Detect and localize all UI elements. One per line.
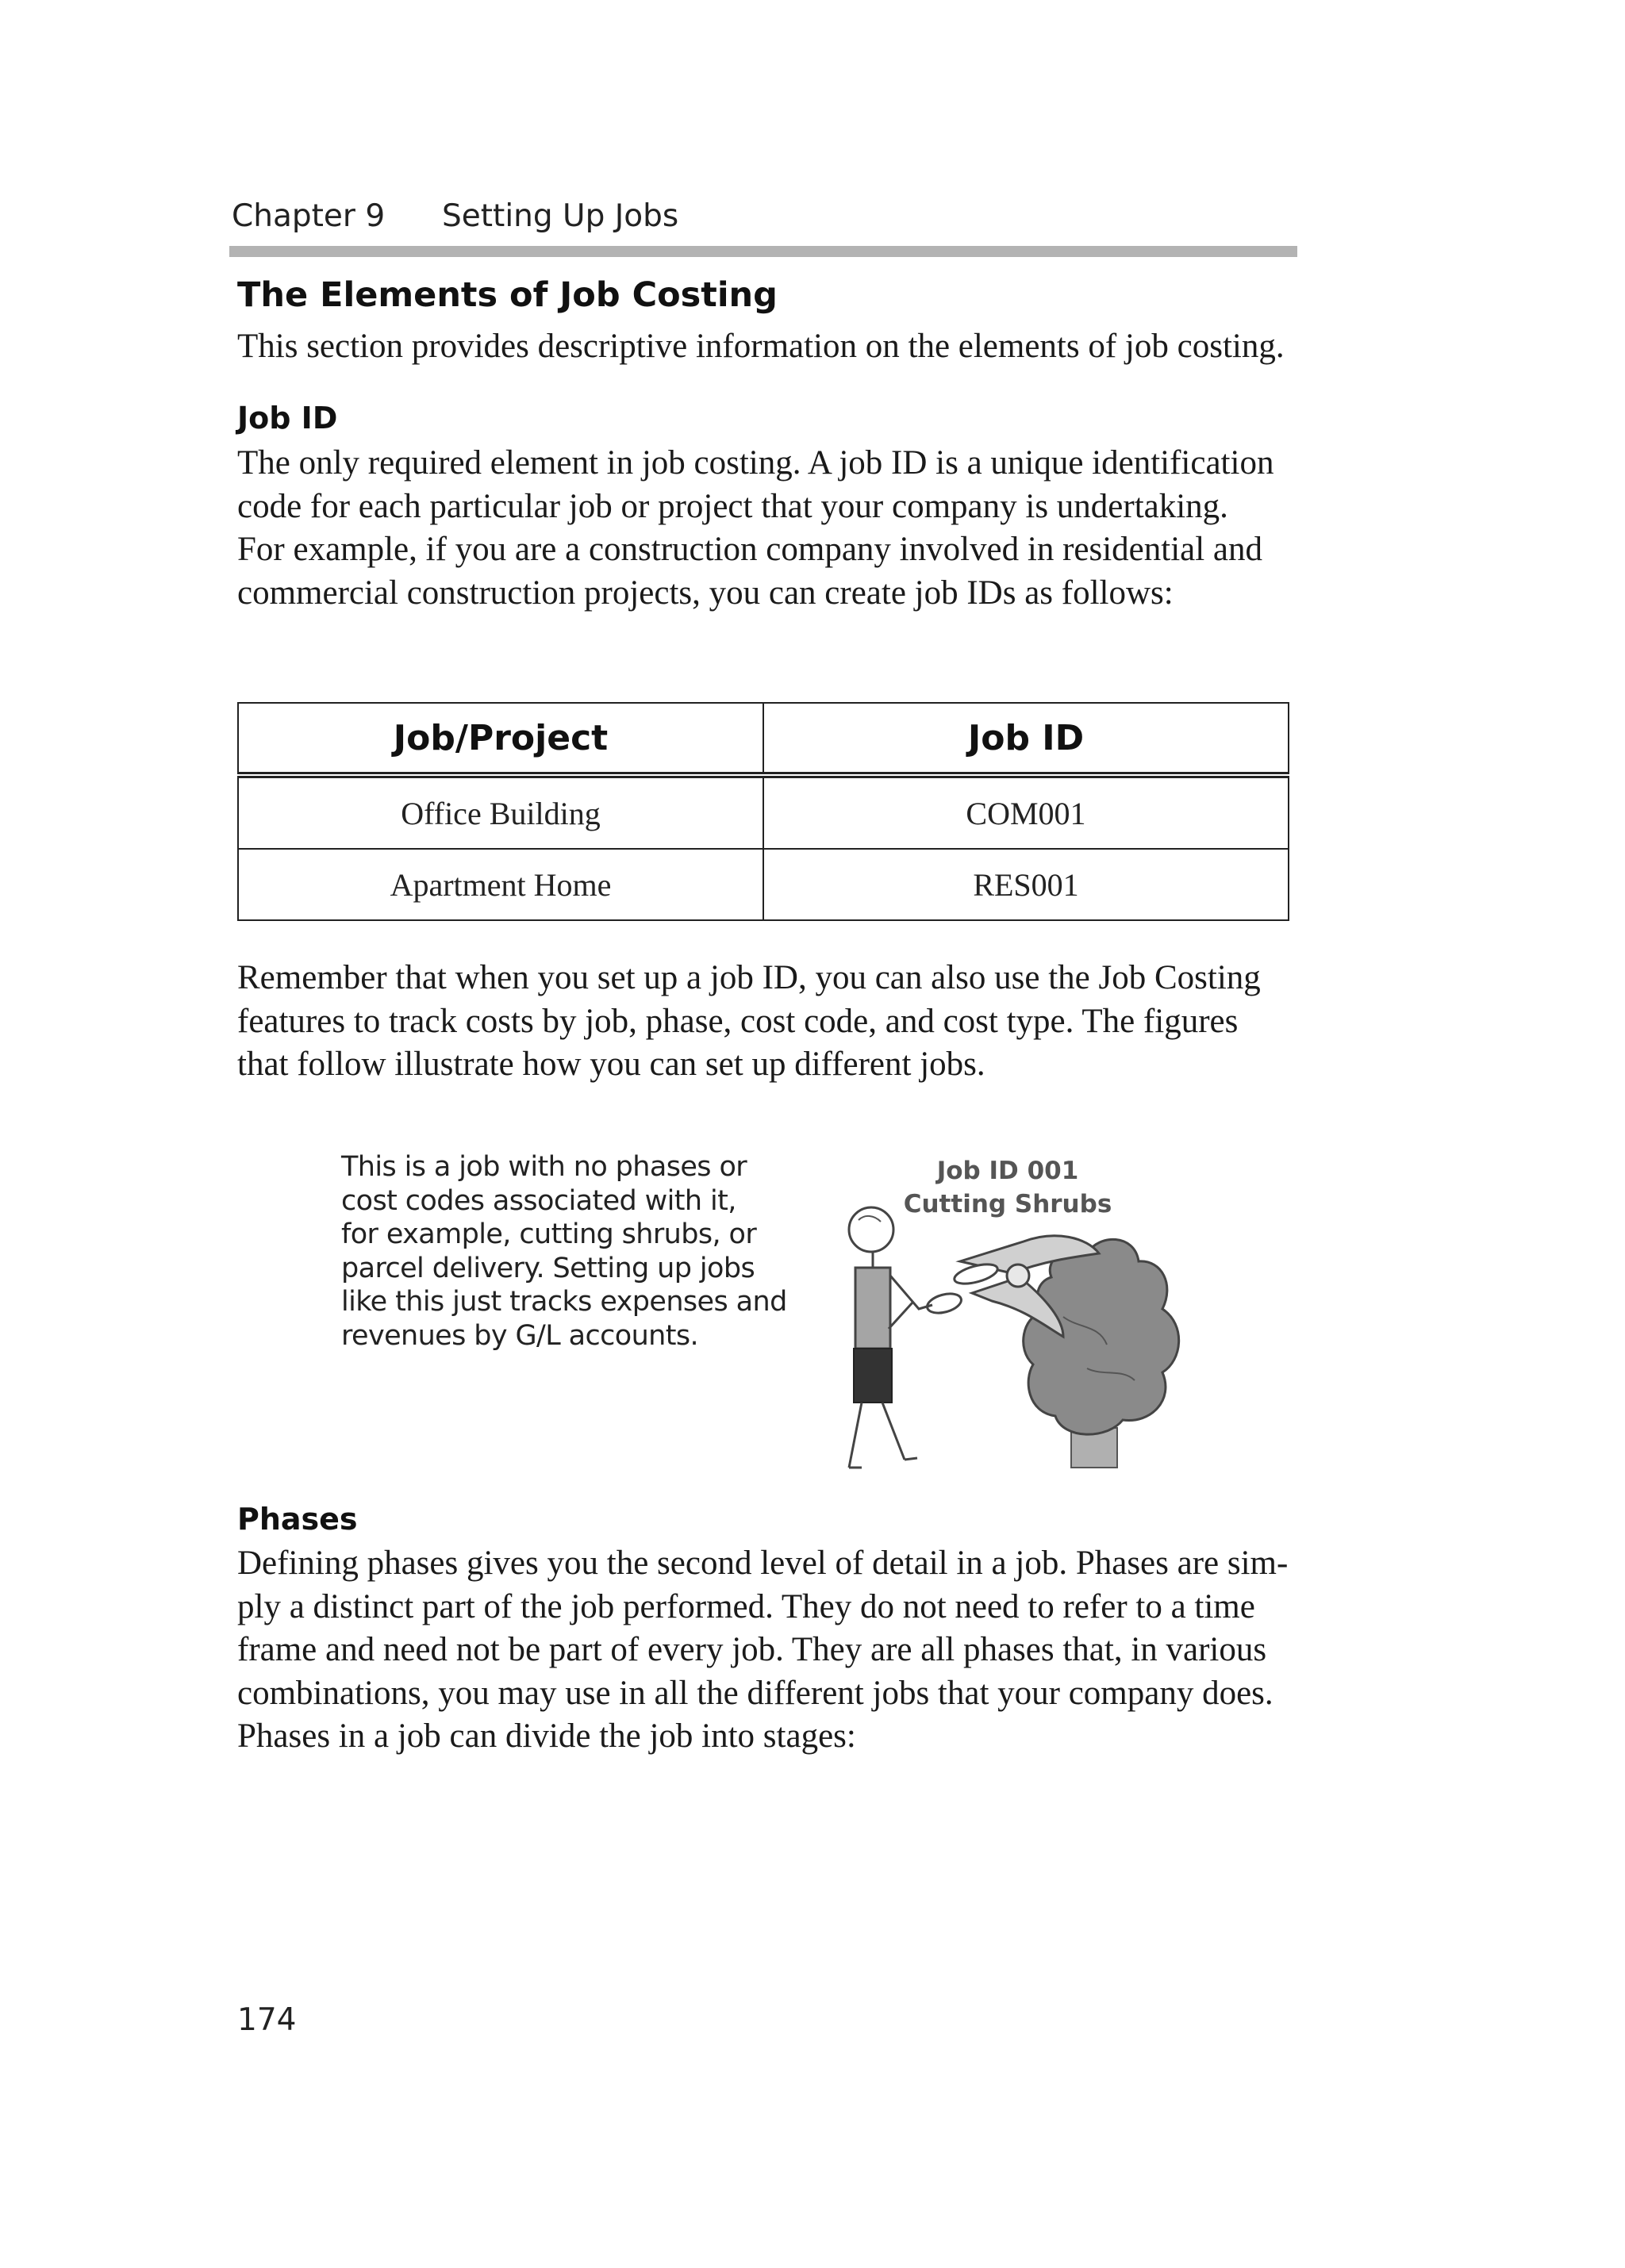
- page-number: 174: [237, 2002, 297, 2038]
- remember-paragraph: [237, 957, 1293, 1087]
- header-rule: [229, 246, 1297, 257]
- section-heading: The Elements of Job Costing: [237, 275, 778, 315]
- shrub-drawing: [1024, 1239, 1179, 1468]
- column-header-job-id: Job ID: [763, 703, 1289, 775]
- paragraph-line: ply a distinct part of the job performed. They do not need to refer to a time: [237, 1587, 1255, 1625]
- caption-line: revenues by G/L accounts.: [341, 1319, 699, 1352]
- chapter-title: Setting Up Jobs: [442, 198, 679, 234]
- paragraph-line: Defining phases gives you the second level of detail in a job. Phases are sim-: [237, 1545, 1289, 1582]
- section-intro: [237, 325, 1293, 369]
- figure-label-line: Job ID 001: [936, 1157, 1079, 1185]
- job-id-paragraph: [237, 442, 1293, 615]
- paragraph-line: Remember that when you set up a job ID, you can also use the Job Costing: [237, 959, 1261, 996]
- figure-caption: [341, 1150, 787, 1353]
- caption-line: for example, cutting shrubs, or: [341, 1218, 757, 1250]
- cutting-shrubs-illustration: [825, 1198, 1198, 1483]
- table-row: [238, 775, 1289, 849]
- paragraph-line: code for each particular job or project that your company is undertaking.: [237, 487, 1228, 525]
- paragraph-line: features to track costs by job, phase, cost code, and cost type. The figures: [237, 1002, 1239, 1040]
- phases-heading: Phases: [237, 1502, 358, 1537]
- table-row: [238, 849, 1289, 920]
- paragraph-line: Phases in a job can divide the job into stages:: [237, 1717, 856, 1755]
- paragraph-line: For example, if you are a construction company involved in residential and: [237, 531, 1263, 568]
- paragraph-line: commercial construction projects, you can create job IDs as follows:: [237, 574, 1174, 612]
- caption-line: This is a job with no phases or: [341, 1151, 747, 1183]
- phases-paragraph: [237, 1542, 1293, 1759]
- table-header-row: [238, 703, 1289, 775]
- person-drawing: [849, 1207, 932, 1468]
- figure-label-line: Cutting Shrubs: [903, 1190, 1112, 1218]
- paragraph-line: frame and need not be part of every job. They are all phases that, in various: [237, 1631, 1267, 1668]
- paragraph-line: combinations, you may use in all the different jobs that your company does.: [237, 1674, 1273, 1712]
- table-cell: Office Building: [238, 775, 763, 849]
- chapter-label: Chapter 9: [232, 198, 386, 234]
- job-id-table: [237, 702, 1289, 921]
- caption-line: cost codes associated with it,: [341, 1184, 736, 1217]
- column-header-job-project: Job/Project: [238, 703, 763, 775]
- table-cell: COM001: [763, 775, 1289, 849]
- job-id-heading: Job ID: [237, 401, 338, 436]
- table-cell: Apartment Home: [238, 849, 763, 920]
- table-cell: RES001: [763, 849, 1289, 920]
- paragraph-line: that follow illustrate how you can set up different jobs.: [237, 1046, 985, 1083]
- intro-line: This section provides descriptive information on the elements of job costing.: [237, 328, 1285, 365]
- paragraph-line: The only required element in job costing. A job ID is a unique identification: [237, 444, 1274, 482]
- caption-line: parcel delivery. Setting up jobs: [341, 1252, 755, 1284]
- caption-line: like this just tracks expenses and: [341, 1286, 787, 1318]
